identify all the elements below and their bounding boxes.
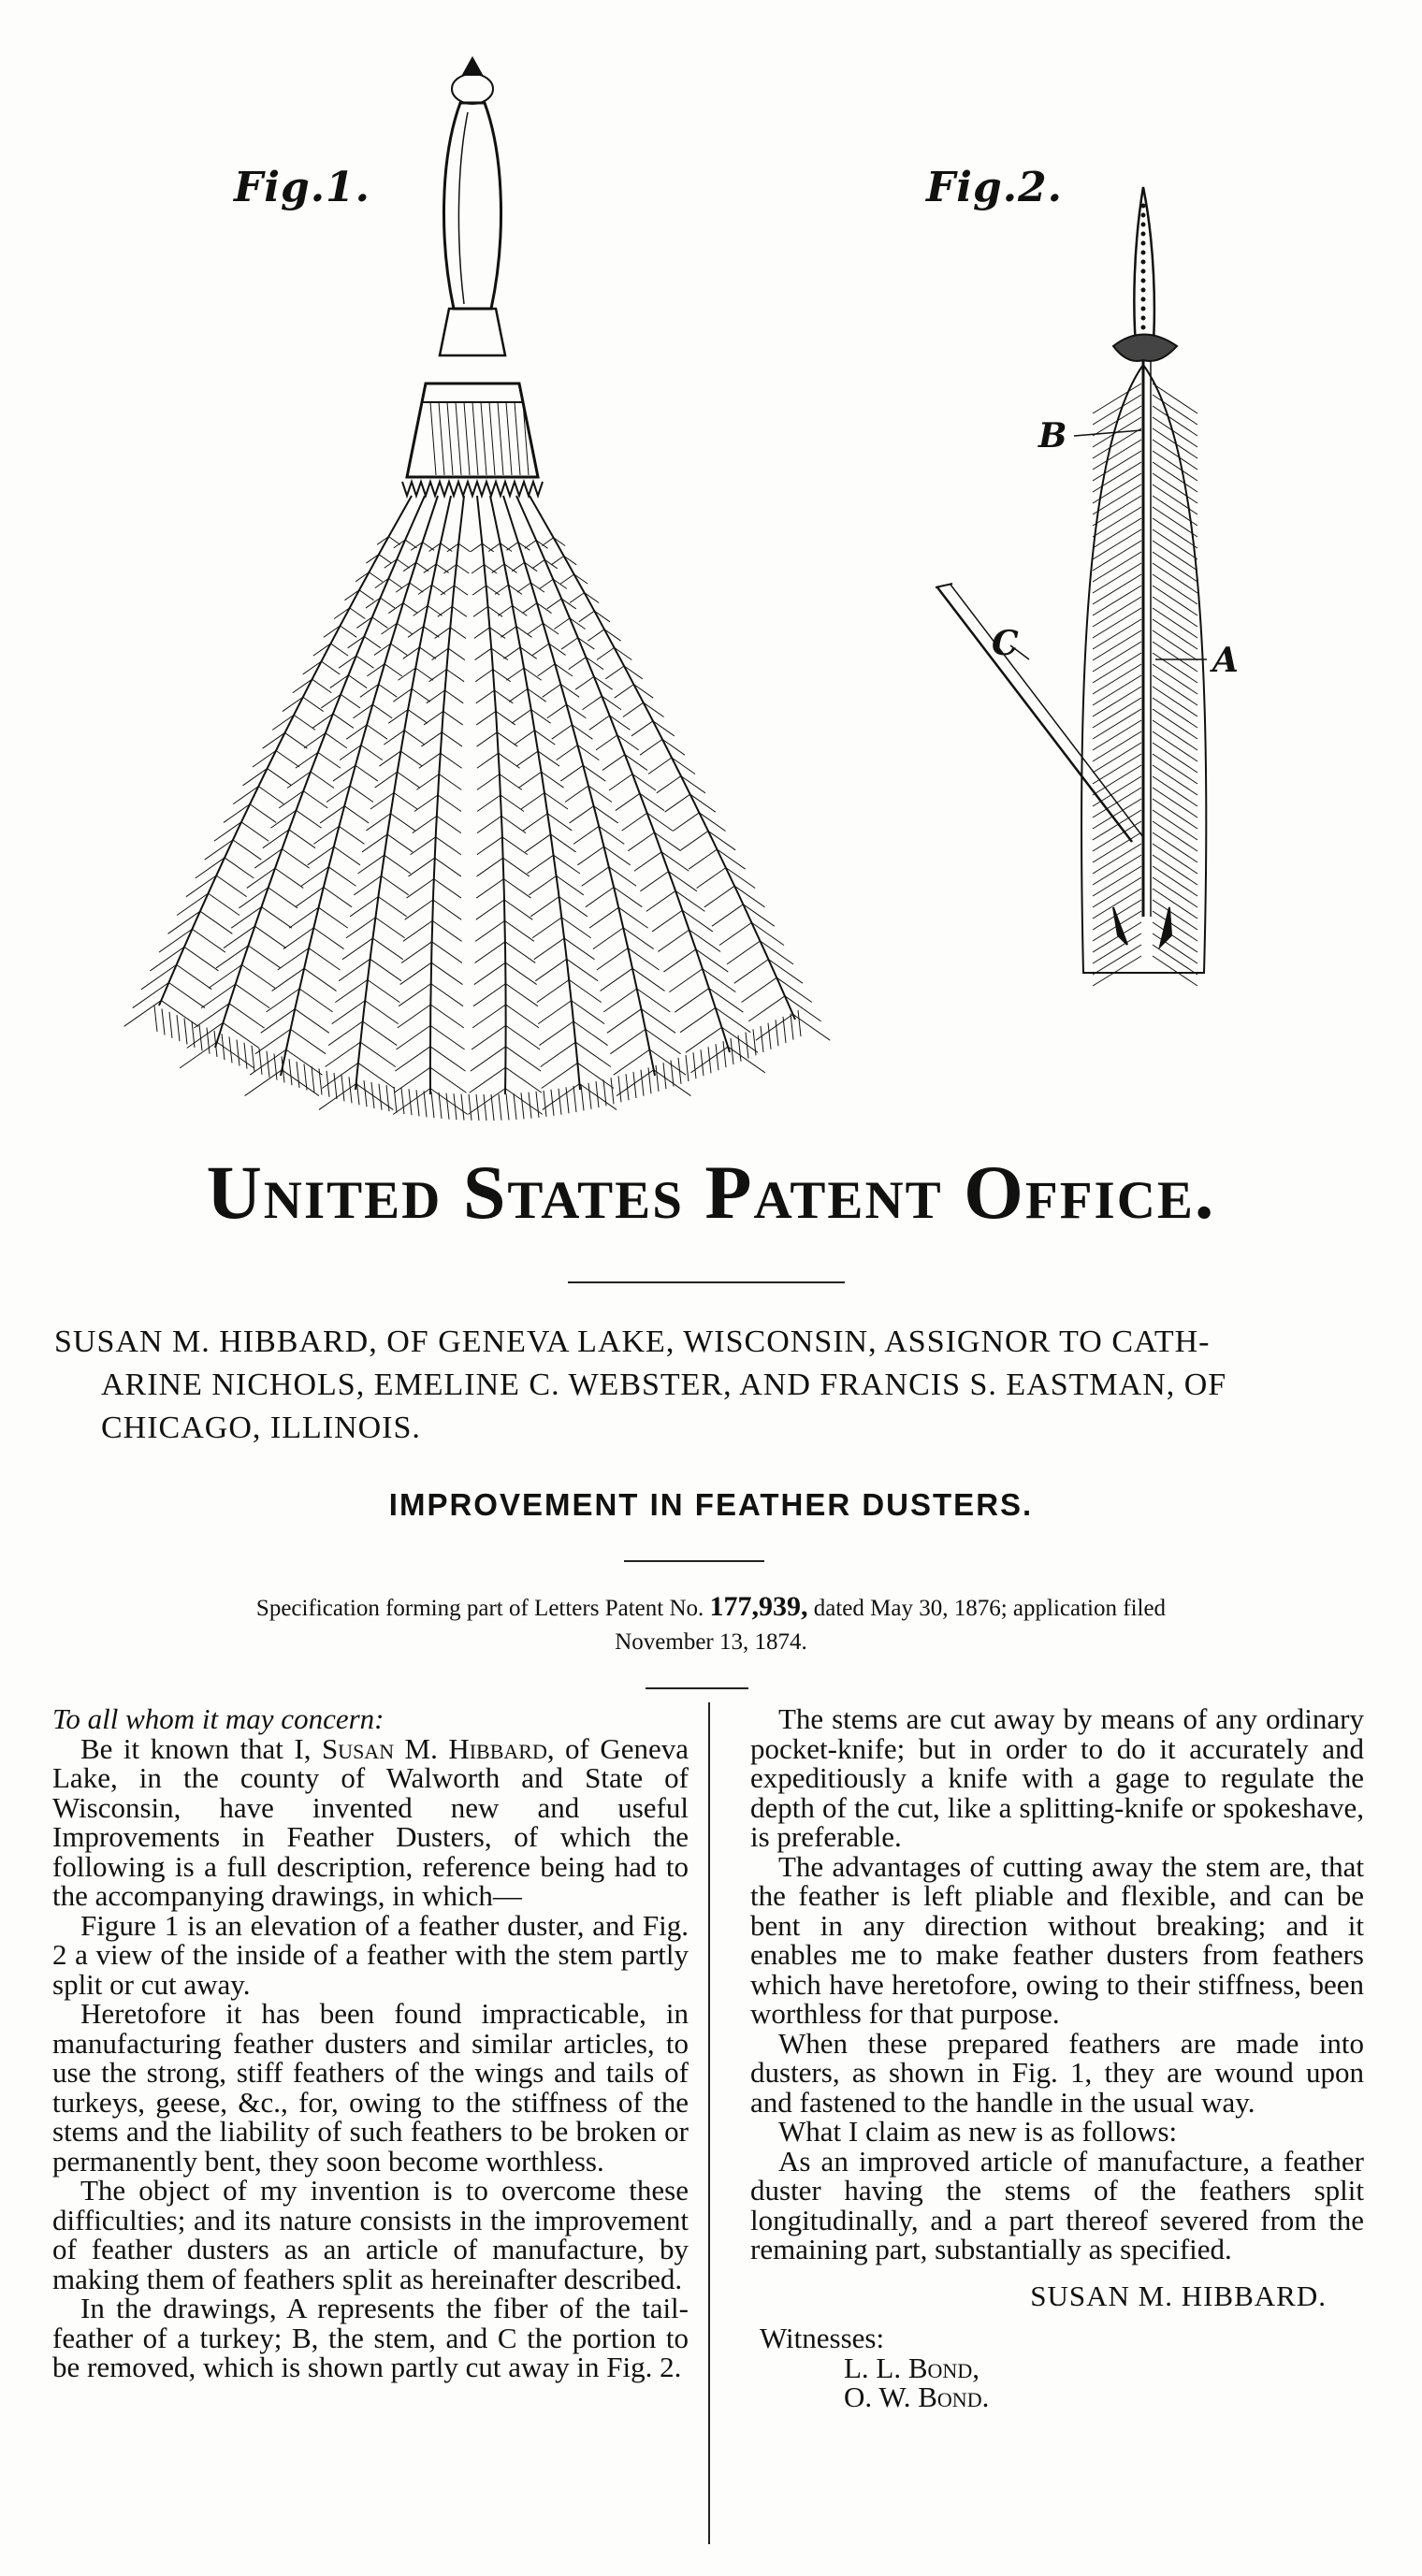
paragraph-1 <box>52 1731 689 1912</box>
spec-prefix: Specification forming part of Letters Patent No. <box>255 1596 704 1621</box>
left-column <box>52 1704 689 2382</box>
assignor-line-1: SUSAN M. HIBBARD, OF GENEVA LAKE, WISCONSIN, ASSIGNOR TO CATH- <box>54 1324 1211 1359</box>
feather-duster-figure-1 <box>124 58 831 1121</box>
witnesses-label: Witnesses: <box>760 2322 885 2354</box>
header-rule-1 <box>568 1281 845 1283</box>
paragraph-2: Figure 1 is an elevation of a feather duster, and Fig. 2 a view of the inside of a feather with the stem partly split or cut away. <box>52 1908 689 2001</box>
paragraph-7: The advantages of cutting away the stem are, that the feather is left pliable and flexible, and can be bent in any direction without breaking; and it enables me to make feather dusters from feathers which have heretofore, owing to their stiffness, been worthless for that purpose. <box>750 1849 1364 2030</box>
paragraph-1-rest: of Geneva Lake, in the county of Walworth and State of Wisconsin, have invented new and useful Improvements in Feather Dusters, of which the following is a full description, reference being had to the accompanying drawings, in which— <box>52 1731 689 1912</box>
ref-letter-b: B <box>1038 416 1067 456</box>
salutation: To all whom it may concern: <box>52 1702 385 1735</box>
ref-letter-a: A <box>1212 641 1239 680</box>
paragraph-8: When these prepared feathers are made into dusters, as shown in Fig. 1, they are wound upon and fastened to the handle in the usual way. <box>750 2026 1364 2119</box>
header-rule-3 <box>646 1687 748 1689</box>
figure-2-label: Fig.2. <box>926 164 1063 211</box>
assignor-line-3: CHICAGO, ILLINOIS. <box>101 1411 421 1445</box>
witness-2: O. W. Bond. <box>844 2381 990 2413</box>
patent-number: 177,939, <box>709 1591 808 1622</box>
assignor-line-2: ARINE NICHOLS, EMELINE C. WEBSTER, AND FRANCIS S. EASTMAN, OF <box>101 1368 1227 1402</box>
spec-filing-date: November 13, 1874. <box>615 1629 807 1655</box>
split-feather-figure-2 <box>936 187 1207 986</box>
ref-letter-c: C <box>992 624 1019 663</box>
paragraph-5: In the drawings, A represents the fiber of the tail-feather of a turkey; B, the stem, and C the portion to be removed, which is shown partly cut away in Fig. 2. <box>52 2292 689 2383</box>
paragraph-3: Heretofore it has been found impracticable, in manufacturing feather dusters and similar articles, to use the strong, stiff feathers of the wings and tails of turkeys, geese, &c., for, owing to the stiffness of the stems and the liability of such feathers to be broken or permanently bent, they soon become worthless. <box>52 1997 689 2178</box>
figure-1-label: Fig.1. <box>234 164 370 211</box>
header-rule-2 <box>624 1560 764 1562</box>
paragraph-6: The stems are cut away by means of any ordinary pocket-knife; but in order to do it accurately and expeditiously a knife with a gage to regulate the depth of the cut, like a splitting-knife or spokeshave, is preferable. <box>750 1702 1364 1853</box>
inventor-name: Susan M. Hibbard, <box>321 1731 555 1765</box>
paragraph-9: What I claim as new is as follows: <box>778 2115 1178 2148</box>
inventor-assignor-block <box>54 1321 1364 1450</box>
inventor-signature: SUSAN M. HIBBARD. <box>1030 2279 1327 2312</box>
specification-line <box>94 1590 1328 1659</box>
invention-title: IMPROVEMENT IN FEATHER DUSTERS. <box>388 1487 1034 1522</box>
witness-1: L. L. Bond, <box>844 2351 979 2384</box>
claim-paragraph: As an improved article of manufacture, a feather duster having the stems of the feathers split longitudinally, and a part thereof severed from the remaining part, substantially as specified. <box>750 2144 1364 2265</box>
paragraph-4: The object of my invention is to overcome these difficulties; and its nature consists in the improvement of feather dusters as an article of manufacture, by making them of feathers split as hereinafter described. <box>52 2174 689 2295</box>
column-divider <box>708 1702 710 2544</box>
spec-suffix: dated May 30, 1876; application filed <box>813 1596 1167 1621</box>
paragraph-1-start: Be it known that I, <box>80 1731 312 1765</box>
right-column <box>750 1704 1364 2412</box>
office-title: United States Patent Office. <box>206 1150 1216 1235</box>
patent-drawings <box>0 0 1422 1141</box>
